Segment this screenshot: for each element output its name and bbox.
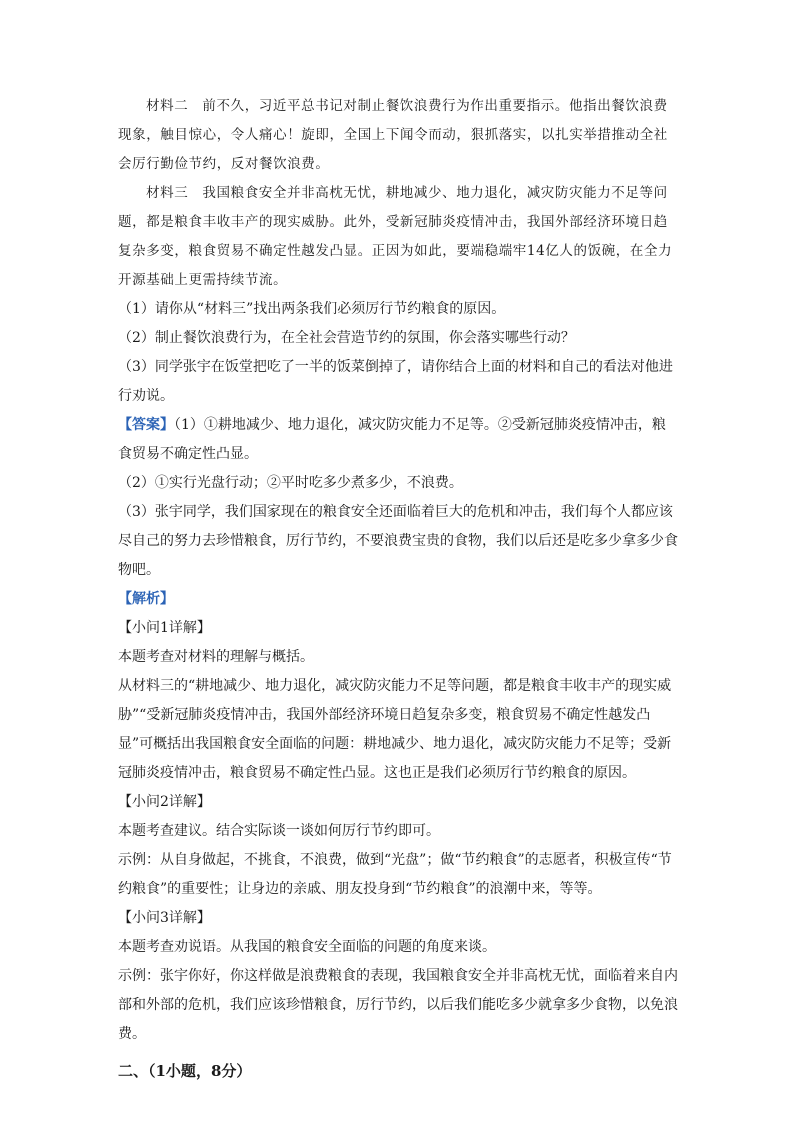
sub-question-3-line-2: 示例：张宇你好，你这样做是浪费粮食的表现，我国粮食安全并非高枕无忧，面临着来自内部和外部的危机，我们应该珍惜粮食，厉行节约，以后我们能吃多少就拿多少食物，以免浪费。	[118, 968, 678, 1042]
sub-question-1-line-1: 本题考查对材料的理解与概括。	[118, 649, 314, 665]
question-1: （1）请你从“材料三”找出两条我们必须厉行节约粮食的原因。	[118, 301, 506, 317]
sub-question-1-title: 【小问1详解】	[118, 620, 211, 636]
answer-2: （2）①实行光盘行动；②平时吃多少煮多少，不浪费。	[118, 475, 463, 491]
document-page	[118, 92, 678, 1086]
analysis-tag: 【解析】	[118, 591, 174, 607]
sub-question-3-line-1: 本题考查劝说语。从我国的粮食安全面临的问题的角度来谈。	[118, 939, 496, 955]
answer-1: （1）①耕地减少、地力退化，减灾防灾能力不足等。②受新冠肺炎疫情冲击，粮食贸易不确定性凸显。	[118, 417, 666, 462]
sub-question-2-title: 【小问2详解】	[118, 794, 211, 810]
sub-question-3-title: 【小问3详解】	[118, 910, 211, 926]
sub-question-1-line-2: 从材料三的“耕地减少、地力退化，减灾防灾能力不足等问题，都是粮食丰收丰产的现实威胁”“受新冠肺炎疫情冲击，我国外部经济环境日趋复杂多变，粮食贸易不确定性越发凸显”可概括出我国粮食安全面临的问题：耕地减少、地力退化，减灾防灾能力不足等；受新冠肺炎疫情冲击，粮食贸易不确定性凸显。这也正是我们必须厉行节约粮食的原因。	[118, 678, 672, 781]
section-two-heading: 二、（1小题，8分）	[118, 1062, 252, 1080]
material-two-paragraph: 材料二 前不久，习近平总书记对制止餐饮浪费行为作出重要指示。他指出餐饮浪费现象，触目惊心，令人痛心！旋即，全国上下闻令而动，狠抓落实，以扎实举措推动全社会厉行勤俭节约，反对餐饮浪费。	[118, 98, 668, 172]
sub-question-2-line-2: 示例：从自身做起，不挑食，不浪费，做到“光盘”；做“节约粮食”的志愿者，积极宣传“节约粮食”的重要性；让身边的亲戚、朋友投身到“节约粮食”的浪潮中来，等等。	[118, 852, 672, 897]
question-3: （3）同学张宇在饭堂把吃了一半的饭菜倒掉了，请你结合上面的材料和自己的看法对他进行劝说。	[118, 359, 673, 404]
answer-block	[118, 411, 678, 469]
answer-3: （3）张宇同学，我们国家现在的粮食安全还面临着巨大的危机和冲击，我们每个人都应该尽自己的努力去珍惜粮食，厉行节约，不要浪费宝贵的食物，我们以后还是吃多少拿多少食物吧。	[118, 504, 678, 578]
material-three-paragraph: 材料三 我国粮食安全并非高枕无忧，耕地减少、地力退化，减灾防灾能力不足等问题，都是粮食丰收丰产的现实威胁。此外，受新冠肺炎疫情冲击，我国外部经济环境日趋复杂多变，粮食贸易不确定性越发凸显。正因为如此，要端稳端牢14亿人的饭碗，在全力开源基础上更需持续节流。	[118, 185, 673, 288]
question-2: （2）制止餐饮浪费行为，在全社会营造节约的氛围，你会落实哪些行动？	[118, 330, 575, 346]
sub-question-2-line-1: 本题考查建议。结合实际谈一谈如何厉行节约即可。	[118, 823, 440, 839]
answer-tag: 【答案】	[118, 417, 174, 433]
